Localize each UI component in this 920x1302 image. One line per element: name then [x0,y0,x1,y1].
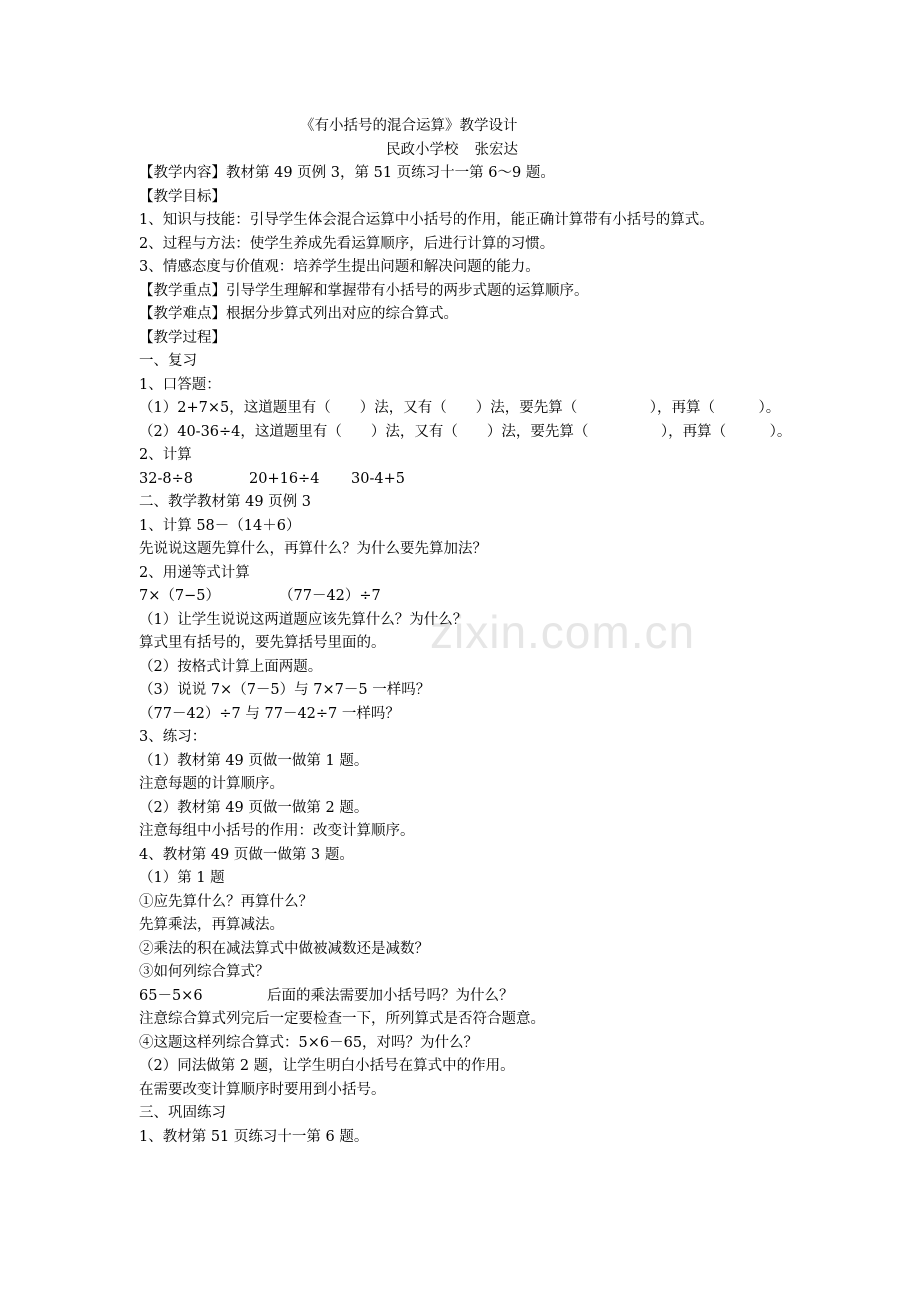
task-1-expression: 65－5×6 [139,987,203,1004]
stepwise-exercise: 7×（7−5） [139,588,220,604]
task-1: （1）第 1 题 [139,870,225,886]
example-calc: 1、计算 58－（14＋6） [139,517,301,534]
difficulty-point: 【教学难点】根据分步算式列出对应的综合算式。 [139,306,458,322]
task-1-answer-a: 先算乘法，再算减法。 [139,917,284,933]
task-1-step-a: ①应先算什么？再算什么？ [139,893,313,910]
explain-3: （3）说说 7×（7－5）与 7×7－5 一样吗？ [139,682,431,698]
explain-3-follow: （77－42）÷7 与 77－42÷7 一样吗？ [139,705,400,722]
stepwise-exercises [139,585,859,609]
author-name: 张宏达 [474,142,518,158]
goals-heading: 【教学目标】 [139,188,226,205]
goal-2: 2、过程与方法：使学生养成先看运算顺序，后进行计算的习惯。 [139,235,555,252]
school-name: 民政小学校 [386,142,459,158]
process-heading: 【教学过程】 [139,329,226,346]
calc-exercise: 20+16÷4 [249,470,320,487]
oral-question-1: （1）2+7×5，这道题里有（ ）法，又有（ ）法，要先算（ ），再算（ ）。 [139,400,781,416]
task-1-expression-question: 后面的乘法需要加小括号吗？为什么？ [267,987,514,1004]
explain-1: （1）让学生说说这两道题应该先算什么？为什么？ [139,611,468,628]
calc-exercise: 30-4+5 [351,470,405,487]
oral-questions-heading: 1、口答题： [139,376,221,393]
oral-question-2: （2）40-36÷4，这道题里有（ ）法，又有（ ）法，要先算（ ），再算（ ）。 [139,423,792,440]
task-1-step-b: ②乘法的积在减法算式中做被减数还是减数？ [139,940,429,957]
goal-1: 1、知识与技能：引导学生体会混合运算中小括号的作用，能正确计算带有小括号的算式。 [139,212,714,228]
practice-2-note: 注意每组中小括号的作用：改变计算顺序。 [139,823,415,839]
watermark: zixin.com.cn [430,606,696,658]
task-1-step-d: ④这题这样列综合算式：5×6－65，对吗？为什么？ [139,1034,479,1051]
calc-heading: 2、计算 [139,447,192,463]
task-heading: 4、教材第 49 页做一做第 3 题。 [139,846,354,863]
section-consolidation: 三、巩固练习 [139,1105,226,1121]
section-review: 一、复习 [139,353,197,369]
consolidation-1: 1、教材第 51 页练习十一第 6 题。 [139,1128,369,1145]
teaching-content: 【教学内容】教材第 49 页例 3，第 51 页练习十一第 6～9 题。 [139,165,555,181]
practice-1: （1）教材第 49 页做一做第 1 题。 [139,752,369,769]
goal-3: 3、情感态度与价值观：培养学生提出问题和解决问题的能力。 [139,259,540,275]
author-line [386,138,518,159]
practice-1-note: 注意每题的计算顺序。 [139,776,284,792]
example-calc-question: 先说说这题先算什么，再算什么？为什么要先算加法？ [139,541,487,557]
explain-1-answer: 算式里有括号的，要先算括号里面的。 [139,635,386,651]
task-1-expression-line [139,985,859,1009]
practice-2: （2）教材第 49 页做一做第 2 题。 [139,799,369,816]
explain-2: （2）按格式计算上面两题。 [139,658,323,675]
document-body [139,162,859,1149]
calc-exercise: 32-8÷8 [139,470,193,487]
calc-exercises [139,468,859,492]
task-2-note: 在需要改变计算顺序时要用到小括号。 [139,1081,386,1098]
stepwise-heading: 2、用递等式计算 [139,564,250,581]
task-2: （2）同法做第 2 题，让学生明白小括号在算式中的作用。 [139,1058,515,1074]
section-example: 二、教学教材第 49 页例 3 [139,494,312,510]
task-1-step-c: ③如何列综合算式？ [139,964,270,980]
task-1-note: 注意综合算式列完后一定要检查一下，所列算式是否符合题意。 [139,1011,545,1027]
practice-heading: 3、练习： [139,729,207,745]
key-point: 【教学重点】引导学生理解和掌握带有小括号的两步式题的运算顺序。 [139,282,589,299]
document-title: 《有小括号的混合运算》教学设计 [300,118,518,134]
stepwise-exercise: （77－42）÷7 [279,588,381,604]
